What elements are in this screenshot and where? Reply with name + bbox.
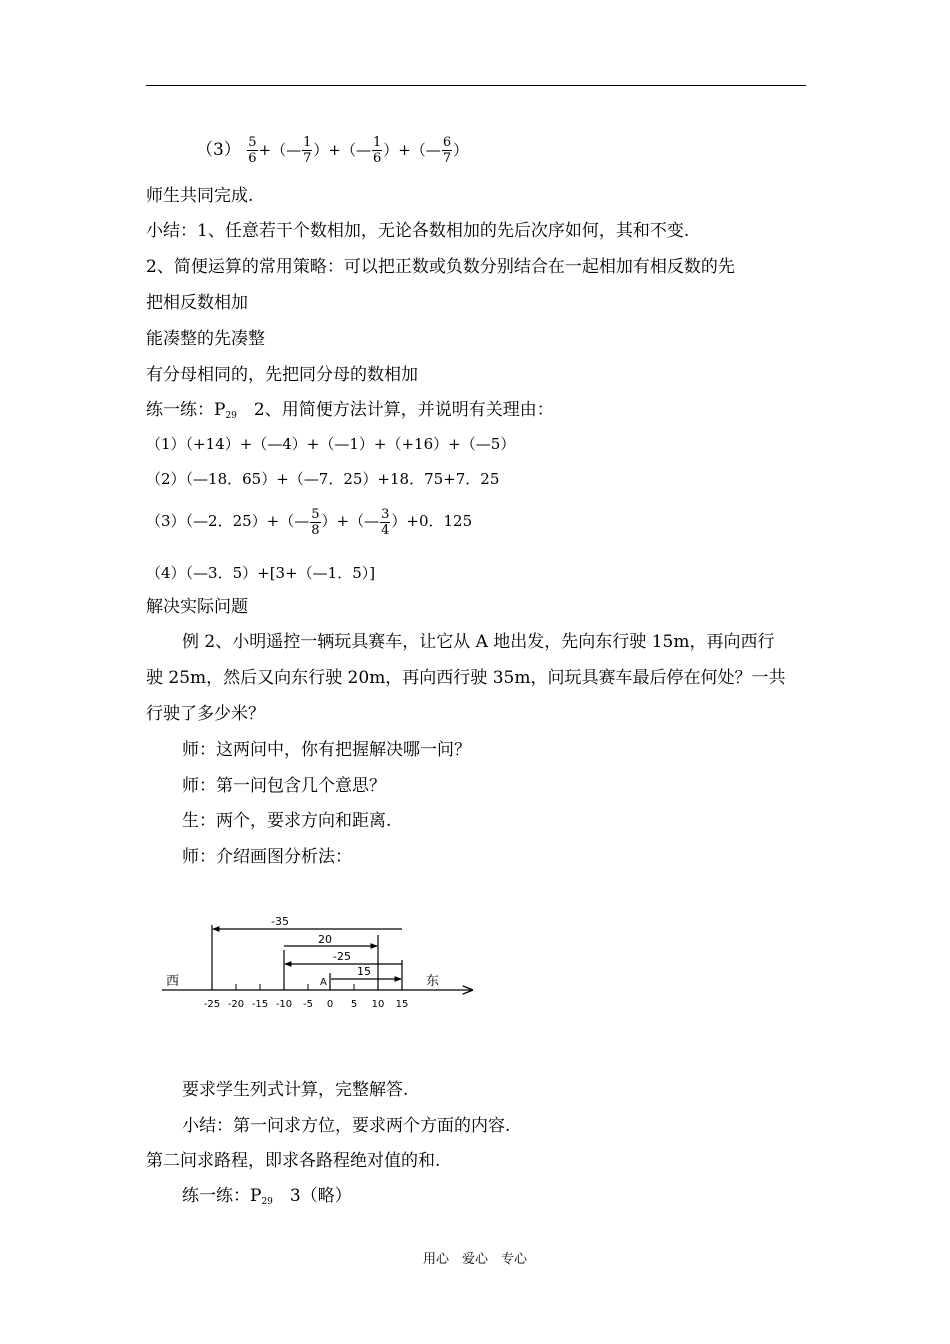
move-label: 15 (357, 965, 371, 978)
expr-part: ）+（— (321, 512, 380, 530)
numerator: 1 (372, 135, 382, 150)
tick-4 (303, 984, 313, 1010)
numerator: 5 (311, 506, 320, 522)
tick-label: -25 (203, 999, 221, 1010)
practice-text: 3（略） (289, 1186, 352, 1206)
move-label: -25 (333, 950, 351, 963)
operator: ） (453, 141, 469, 159)
numerator: 1 (303, 135, 312, 150)
header-rule (146, 85, 806, 86)
practice-label: 练一练：P (182, 1186, 262, 1206)
exercise-2: （2）（—18．65）+（—7．25）+18．75+7．25 (146, 470, 500, 488)
point-a-label: A (320, 977, 327, 988)
dialog-line: 师：这两问中，你有把握解决哪一问？ (182, 740, 471, 760)
example-line: 驶 25m，然后又向东行驶 20m，再向西行驶 35m，问玩具赛车最后停在何处？一共 (146, 668, 786, 688)
tick-label: 5 (350, 999, 358, 1010)
numerator: 3 (381, 506, 390, 522)
fraction (442, 135, 452, 166)
tick-2 (252, 984, 268, 1010)
practice-line (146, 399, 554, 427)
tick-1 (228, 984, 244, 1010)
denominator: 7 (442, 151, 452, 166)
denominator: 7 (303, 151, 312, 166)
fraction (380, 507, 390, 538)
denominator: 6 (372, 151, 382, 166)
tick-label: 10 (371, 999, 385, 1010)
dialog-line: 师：介绍画图分析法： (182, 847, 352, 867)
move-label: -35 (271, 915, 289, 928)
practice-text: 2、用简便方法计算，并说明有关理由： (253, 400, 554, 420)
dialog-line: 生：两个，要求方向和距离. (182, 811, 392, 831)
operator: +（— (258, 141, 302, 159)
summary-line: 小结：第一问求方位，要求两个方面的内容. (182, 1116, 511, 1136)
exercise-3 (146, 502, 472, 540)
tick-label: -5 (303, 999, 313, 1010)
fraction (302, 135, 312, 166)
west-label: 西 (166, 974, 180, 989)
denominator: 6 (248, 151, 257, 166)
tick-label: -15 (251, 999, 269, 1010)
denominator: 8 (311, 522, 320, 538)
east-label: 东 (426, 974, 440, 989)
denominator: 4 (381, 522, 390, 538)
operator: ）+（— (383, 141, 441, 159)
exercise-1: （1）（+14）+（—4）+（—1）+（+16）+（—5） (146, 435, 516, 453)
page-footer: 用心 爱心 专心 (422, 1252, 527, 1267)
exercise-4: （4）（—3．5）+[3+（—1．5）] (146, 564, 376, 582)
text-line: 第二问求路程，即求各路程绝对值的和. (146, 1151, 441, 1171)
numerator: 6 (442, 135, 452, 150)
expr-part: （3）（—2．25）+（— (146, 512, 310, 530)
tick-6 (351, 984, 357, 1010)
strategy-line: 能凑整的先凑整 (146, 329, 265, 349)
strategy-line: 2、简便运算的常用策略：可以把正数或负数分别结合在一起相加有相反数的先 (146, 257, 735, 277)
example-line: 例 2、小明遥控一辆玩具赛车，让它从 A 地出发，先向东行驶 15m，再向西行 (182, 632, 775, 652)
fraction (310, 507, 320, 538)
move-label: 20 (318, 933, 332, 946)
fraction (372, 135, 382, 166)
expr-part: ）+0．125 (391, 512, 473, 530)
dialog-line: 师：第一问包含几个意思？ (182, 776, 386, 796)
page-subscript: 29 (225, 411, 237, 421)
strategy-line: 有分母相同的，先把同分母的数相加 (146, 365, 418, 385)
example-line: 行驶了多少米？ (146, 704, 265, 724)
text-line: 要求学生列式计算，完整解答. (182, 1080, 409, 1100)
expr-label: （3） (196, 140, 241, 160)
operator: ）+（— (313, 141, 371, 159)
tick-label: -20 (227, 999, 245, 1010)
section-heading: 解决实际问题 (146, 597, 248, 617)
summary-line: 小结：1、任意若干个数相加，无论各数相加的先后次序如何，其和不变. (146, 221, 690, 241)
fraction (247, 135, 257, 166)
practice-label: 练一练：P (146, 400, 226, 420)
number-line-diagram (150, 905, 490, 1015)
tick-label: 0 (326, 999, 334, 1010)
strategy-line: 把相反数相加 (146, 293, 248, 313)
text-line: 师生共同完成. (146, 186, 254, 206)
tick-label: 15 (395, 999, 409, 1010)
practice-line (182, 1185, 352, 1213)
page-subscript: 29 (261, 1197, 273, 1207)
tick-label: -10 (275, 999, 293, 1010)
expression-3 (196, 133, 468, 167)
numerator: 5 (248, 135, 257, 150)
